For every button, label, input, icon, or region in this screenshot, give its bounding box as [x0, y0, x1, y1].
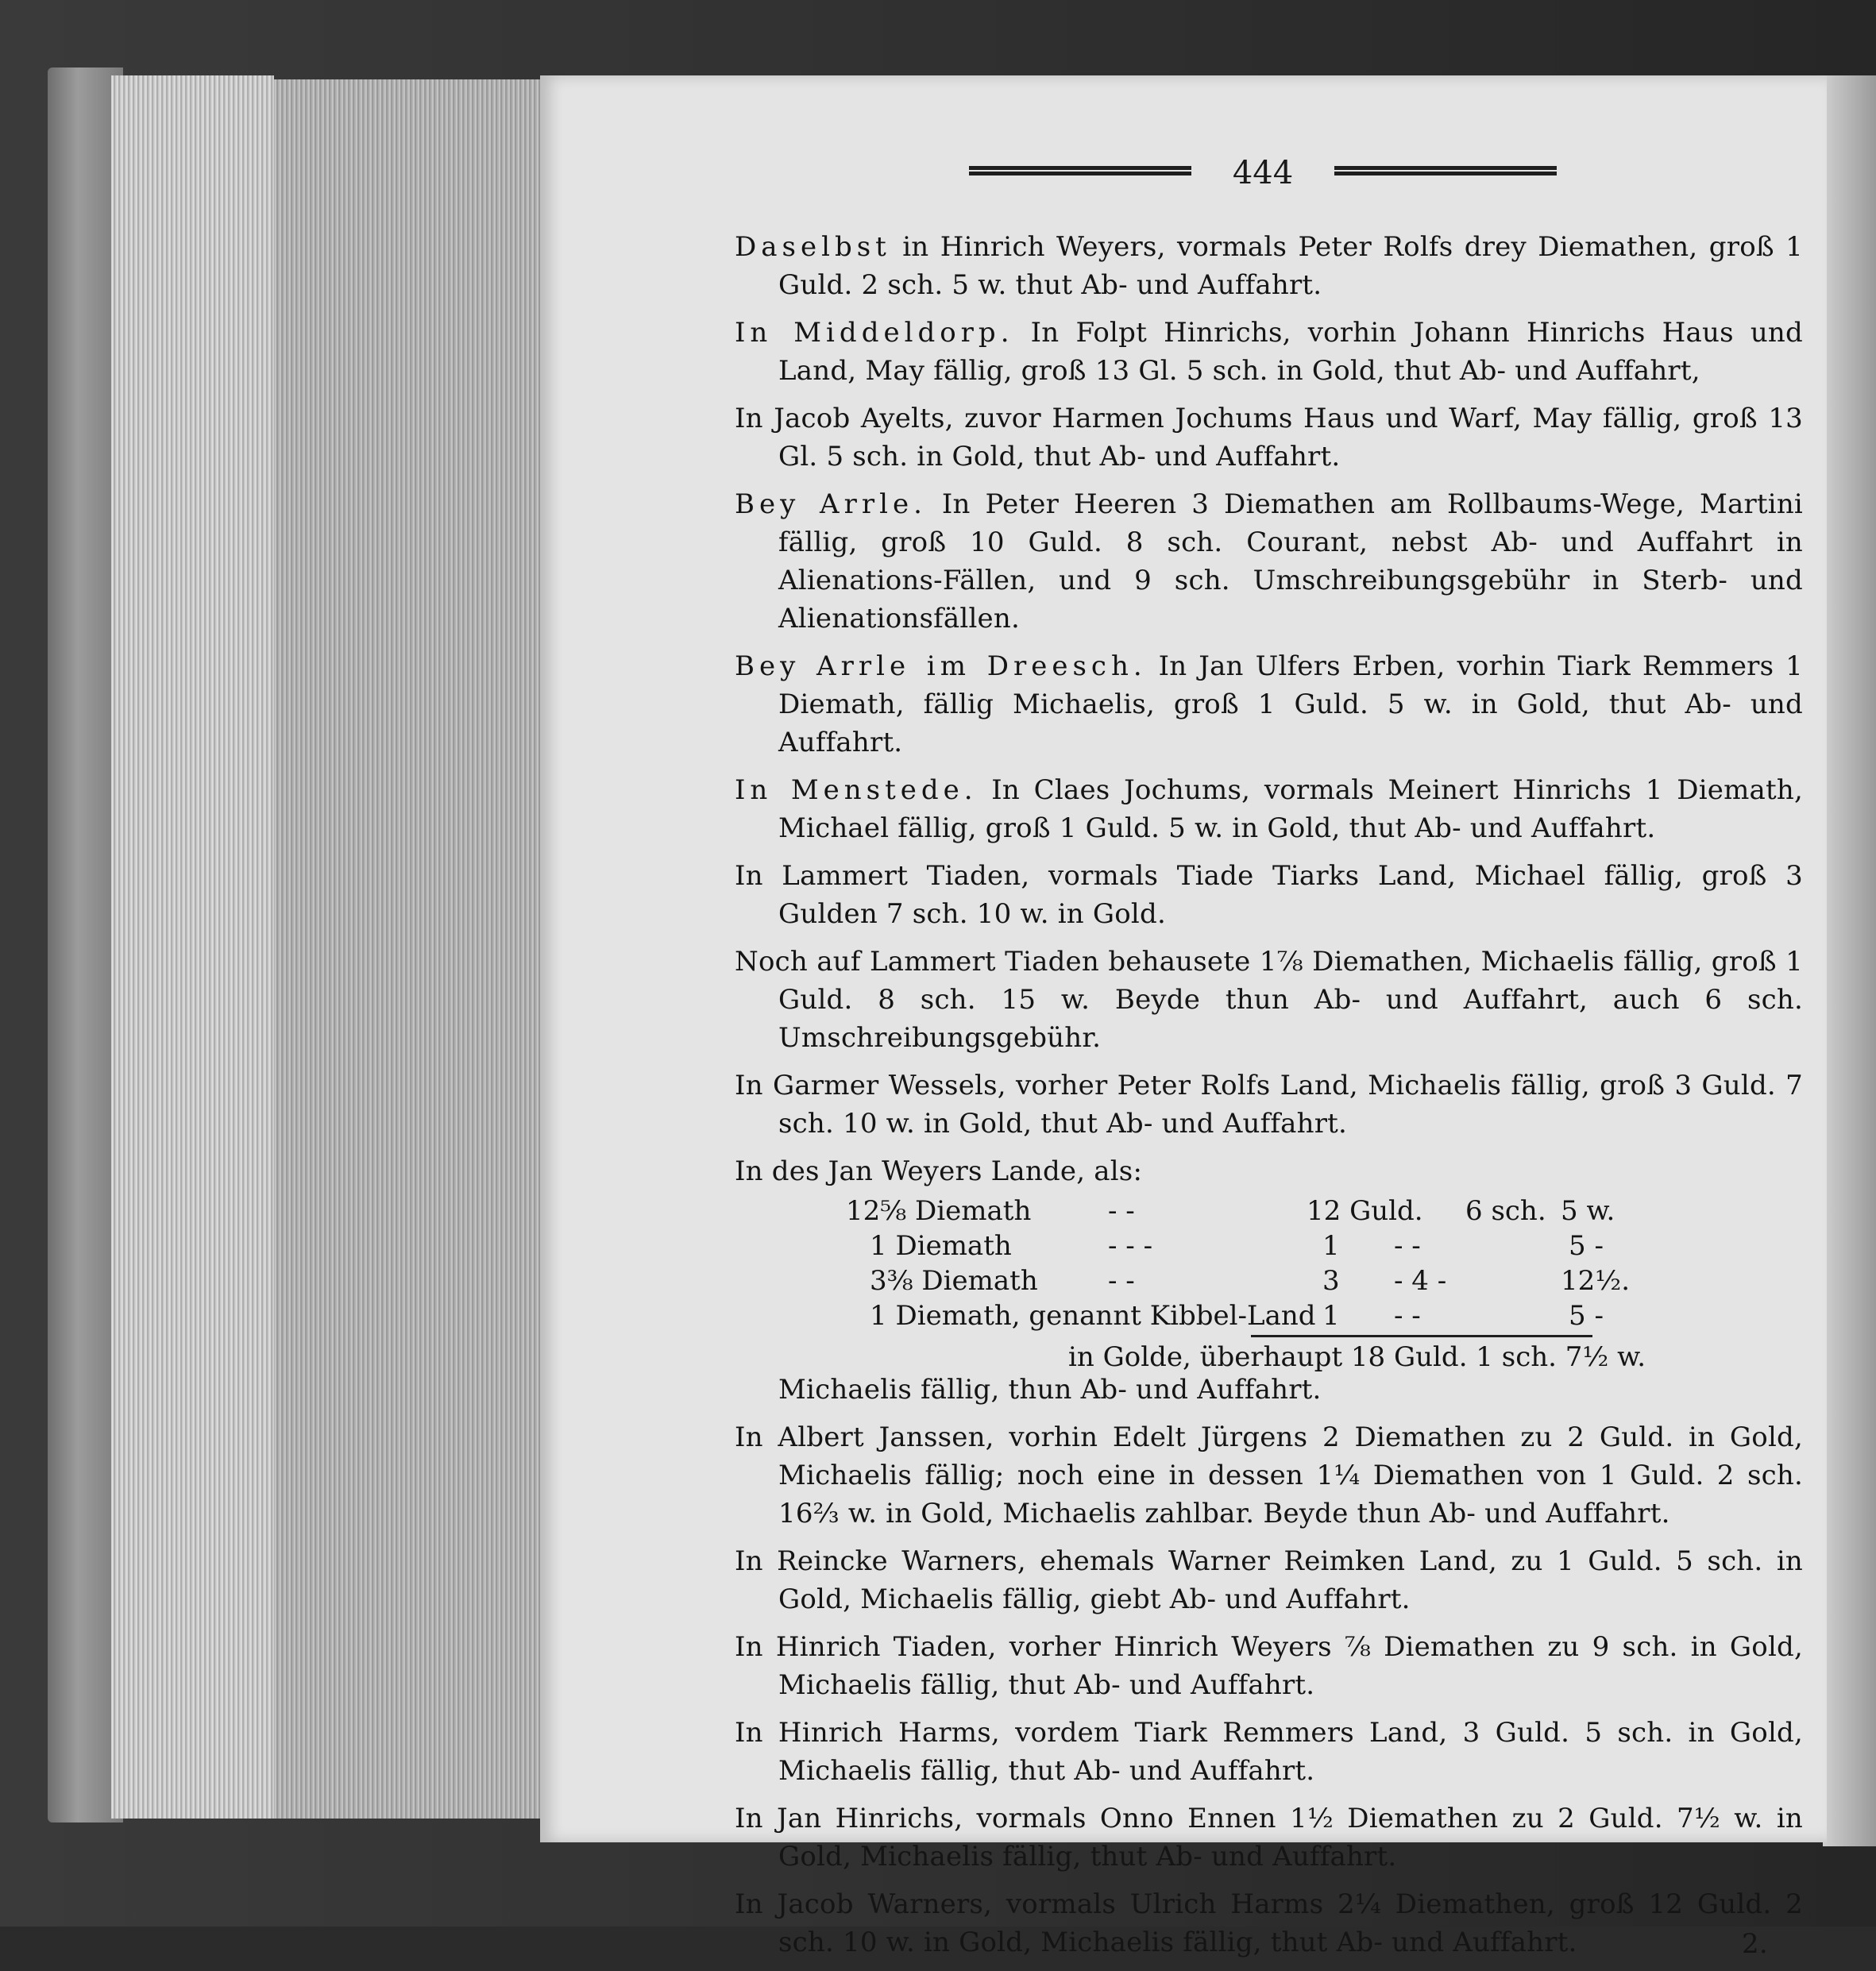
entry-middeldorp: In Middeldorp. In Folpt Hinrichs, vorhin Johann Hinrichs Haus und Land, May fällig, groß 13 Gl. 5 sch. in Gold, thut Ab- und Auffahrt, — [735, 317, 1803, 387]
entry-menstede: In Menstede. In Claes Jochums, vormals Meinert Hinrichs 1 Diemath, Michael fällig, groß 1 Guld. 5 w. in Gold, thut Ab- und Auffahrt. — [735, 774, 1803, 844]
sum-rule — [1251, 1335, 1592, 1337]
entry-reincke-warners: In Reincke Warners, ehemals Warner Reimken Land, zu 1 Guld. 5 sch. in Gold, Michaelis fällig, giebt Ab- und Auffahrt. — [735, 1545, 1803, 1615]
page-body — [735, 228, 1803, 1971]
entry-table-after: Michaelis fällig, thun Ab- und Auffahrt. — [778, 1374, 1322, 1406]
entry-hinrich-tiaden: In Hinrich Tiaden, vorher Hinrich Weyers ⅞ Diemathen zu 9 sch. in Gold, Michaelis fällig, thut Ab- und Auffahrt. — [735, 1631, 1803, 1701]
entry-daselbst: Daselbst in Hinrich Weyers, vormals Peter Rolfs drey Diemathen, groß 1 Guld. 2 sch. 5 w. thut Ab- und Auffahrt. — [735, 231, 1803, 301]
entry-hinrich-harms: In Hinrich Harms, vordem Tiark Remmers Land, 3 Guld. 5 sch. in Gold, Michaelis fällig, thut Ab- und Auffahrt. — [735, 1717, 1803, 1787]
entry-lammert-tiaden: In Lammert Tiaden, vormals Tiade Tiarks Land, Michael fällig, groß 3 Gulden 7 sch. 10 w. in Gold. — [735, 860, 1803, 930]
page-edges-left — [111, 75, 274, 1819]
land-table: 12⅝ Diemath - - 12 Guld. 6 sch. 5 w. 1 Diemath - - - 1 - - 5 - 3⅜ Diemath - - 3 - 4 - 12½. 1 Diemath, genannt Kibbel-Land 1 - - 5 - in Golde, überhaupt 18 Guld. 1 sch. 7½ w. — [846, 1195, 1646, 1373]
page-header — [969, 155, 1557, 202]
page-number: 444 — [1232, 155, 1294, 191]
entry-arrle-dreesch: Bey Arrle im Dreesch. In Jan Ulfers Erben, vorhin Tiark Remmers 1 Diemath, fällig Michaelis, groß 1 Guld. 5 w. in Gold, thut Ab- und Auffahrt. — [735, 650, 1804, 758]
entry-jacob-ayelts: In Jacob Ayelts, zuvor Harmen Jochums Haus und Warf, May fällig, groß 13 Gl. 5 sch. in Gold, thut Ab- und Auffahrt. — [735, 403, 1803, 472]
page-edges-stack — [274, 79, 540, 1819]
header-rule-right — [1334, 166, 1557, 176]
entry-albert-janssen: In Albert Janssen, vorhin Edelt Jürgens 2 Diemathen zu 2 Guld. in Gold, Michaelis fällig; noch eine in dessen 1¼ Diemathen von 1 Guld. 2 sch. 16⅔ w. in Gold, Michaelis zahlbar. Beyde thun Ab- und Auffahrt. — [735, 1421, 1803, 1529]
entry-noch-lammert: Noch auf Lammert Tiaden behausete 1⅞ Diemathen, Michaelis fällig, groß 1 Guld. 8 sch. 15 w. Beyde thun Ab- und Auffahrt, auch 6 sch. Umschreibungsgebühr. — [735, 946, 1803, 1054]
entry-garmer-wessels: In Garmer Wessels, vorher Peter Rolfs Land, Michaelis fällig, groß 3 Guld. 7 sch. 10 w. in Gold, thut Ab- und Auffahrt. — [735, 1070, 1803, 1140]
entry-jan-weyers: In des Jan Weyers Lande, als: — [735, 1155, 1143, 1187]
entry-bey-arrle: Bey Arrle. In Peter Heeren 3 Diemathen am Rollbaums-Wege, Martini fällig, groß 10 Guld. 8 sch. Courant, nebst Ab- und Auffahrt in Alienations-Fällen, und 9 sch. Umschreibungsgebühr in Sterb- und Alienationsfällen. — [735, 488, 1804, 634]
entry-jacob-warners: In Jacob Warners, vormals Ulrich Harms 2¼ Diemathen, groß 12 Guld. 2 sch. 10 w. in Gold, Michaelis fällig, thut Ab- und Auffahrt. 2. — [735, 1888, 1803, 1960]
book-page — [540, 75, 1827, 1960]
next-page-edge — [1823, 75, 1876, 1846]
entry-jan-hinrichs: In Jan Hinrichs, vormals Onno Ennen 1½ Diemathen zu 2 Guld. 7½ w. in Gold, Michaelis fällig, thut Ab- und Auffahrt. — [735, 1803, 1803, 1873]
